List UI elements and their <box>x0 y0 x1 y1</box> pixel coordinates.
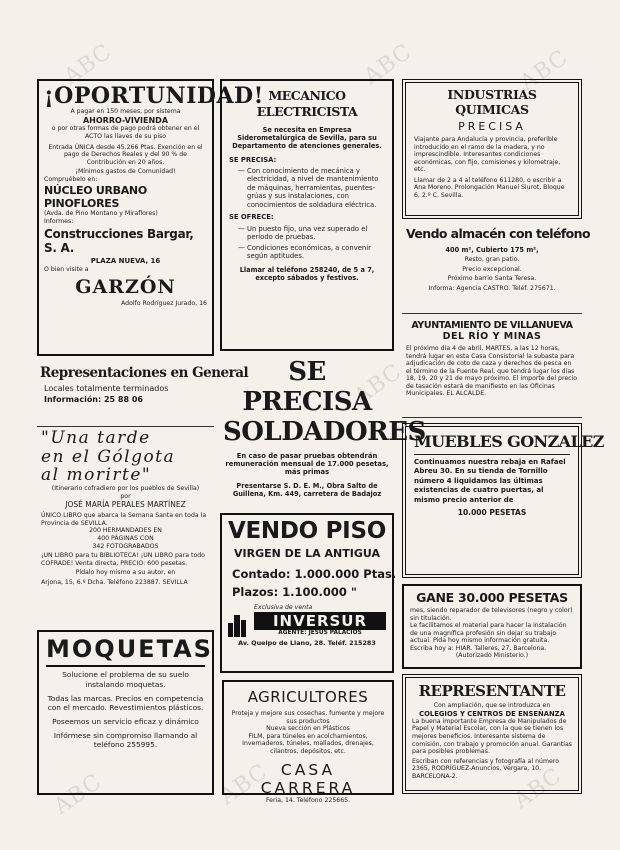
gane-title: GANE 30.000 PESETAS <box>416 590 568 605</box>
moquetas-p3: Poseemos un servicio eficaz y dinámico <box>52 716 199 726</box>
tarde-p1: ÚNICO LIBRO que abarca la Semana Santa en toda la Provincia de SEVILLA. <box>41 512 207 527</box>
oportunidad-p1: o por otras formas de pago podrá obtener en el ACTO las llaves de su piso <box>51 125 200 140</box>
building-icon <box>228 613 250 637</box>
piso-sub: VIRGEN DE LA ANTIGUA <box>234 547 380 561</box>
oportunidad-builder: Construcciones Bargar, S. A. <box>44 227 194 256</box>
garzon-logo: GARZÓN <box>75 275 176 298</box>
representante-p3: La buena importante Empresa de Manipulados de Papel y Material Escolar, con la que se tienen los mejores beneficios. Interesante sistema de comisión, con trabajo y promoción anual. Garantías para posibles problemas. <box>412 717 572 756</box>
piso-exclusiva: Exclusiva de venta <box>254 604 313 612</box>
watermark: ABC <box>49 769 107 820</box>
ayuntamiento-p1: El próximo día 4 de abril, MARTES, a las 12 horas, tendrá lugar en esta Casa Consistorial la subasta para adjudicación de coto de caza y derechos de pesca en el término de la Fuente Real, que tendrá lugar los días 18, 19, 20 y 21 de mayo próximo. El importe del precio de tasación estará de manifiesto en las Oficinas Municipales. EL ALCALDE. <box>406 345 578 398</box>
piso-agente: AGENTE: JESÚS PALACIOS <box>278 629 362 636</box>
muebles-p1: Continuamos nuestra rebaja en Rafael Abreu 30. En su tienda de Tornillo número 4 liquidamos las últimas existencias de cuatro puertas, al mismo precio anterior de <box>414 458 566 504</box>
oportunidad-garzon-addr: Adolfo Rodríguez Jurado, 16 <box>121 299 207 307</box>
oportunidad-title: ¡OPORTUNIDAD! <box>44 83 264 109</box>
quimicas-p2: Llamar de 2 a 4 al teléfono 611280, o escribir a Ana Moreno. Prolongación Manuel Siurot, Bloque 6, 2.º C. Sevilla. <box>414 176 565 199</box>
tarde-ad <box>37 426 214 624</box>
almacen-l4: Próximo barrio Santa Teresa. <box>447 275 537 283</box>
watermark: ABC <box>359 39 417 90</box>
representante-p2: COLEGIOS Y CENTROS DE ENSEÑANZA <box>419 709 565 718</box>
oportunidad-plaza: PLAZA NUEVA, 16 <box>90 257 161 266</box>
oportunidad-o-bien: O bien visite a <box>44 266 89 273</box>
tarde-s1: 200 HERMANDADES EN <box>89 527 162 535</box>
agricultores-addr: Feria, 14. Teléfono 225665. <box>265 797 351 805</box>
moquetas-title: MOQUETAS <box>46 635 213 663</box>
tarde-title-2: en el Gólgota <box>41 446 176 467</box>
oportunidad-p3: ¡Mínimos gastos de Comunidad! <box>75 168 176 176</box>
watermark: ABC <box>515 45 573 96</box>
piso-title: VENDO PISO <box>228 518 386 544</box>
gane-p2: Le facilitamos el material para hacer la instalación de una magnífica profesión sin dejar su trabajo actual. Pida hoy mismo información gratuita. <box>410 622 567 645</box>
soldadores-p2: Presentarse S. D. E. M., Obra Salto de Guillena, Km. 449, carretera de Badajoz <box>232 481 382 498</box>
soldadores-ad <box>220 356 426 508</box>
gane-p1: mes, siendo reparador de televisores (negro y color) sin titulación. <box>410 607 573 622</box>
piso-plazos: Plazos: 1.100.000 " <box>232 585 357 600</box>
representante-title: REPRESENTANTE <box>418 682 566 700</box>
oportunidad-informes: Informes: <box>44 217 74 225</box>
muebles-ad <box>402 423 604 578</box>
quimicas-ad <box>402 79 582 219</box>
tarde-author: JOSÉ MARÍA PERALES MARTÍNEZ <box>65 500 186 510</box>
piso-contado: Contado: 1.000.000 Ptas. <box>232 567 397 582</box>
mecanico-req-1: — Con conocimiento de mecánica y electricidad, a nivel de mantenimiento de máquinas, herramientas, puentes-grúas y sus instalaciones, con conocimientos de soldadura eléctrica. <box>238 166 379 209</box>
piso-addr: Av. Queipo de Llano, 28. Teléf. 215283 <box>238 638 376 647</box>
representante-ad <box>402 674 582 794</box>
almacen-l1: 400 m², Cubierto 175 m², <box>445 246 539 254</box>
moquetas-p2: Todas las marcas. Precios en competencia con el mercado. Revestimientos plásticos. <box>47 693 204 713</box>
representaciones-line1: Locales totalmente terminados <box>44 384 169 393</box>
almacen-l3: Precio excepcional. <box>462 265 522 273</box>
watermark: ABC <box>215 759 273 810</box>
muebles-title: MUEBLES GONZALEZ <box>414 432 604 451</box>
watermark: ABC <box>349 359 407 410</box>
tarde-p3: Pídalo hoy mismo a su autor, en <box>75 569 176 577</box>
almacen-title: Vendo almacén con teléfono <box>406 226 590 241</box>
agricultores-ad <box>222 680 394 805</box>
mecanico-title: MECANICO ELECTRICISTA <box>256 88 358 120</box>
mecanico-ad <box>220 79 394 351</box>
oportunidad-system: AHORRO-VIVIENDA <box>82 115 169 125</box>
oportunidad-p2: Entrada ÚNICA desde 45.266 Ptas. Exención en el pago de Derechos Reales y del 90 % de Contribución en 20 años. <box>48 143 203 166</box>
quimicas-title: INDUSTRIAS QUIMICAS <box>447 87 537 117</box>
tarde-addr: Arjona, 15, 6.º Dcha. Teléfono 223887. SEVILLA <box>41 578 188 586</box>
piso-ad <box>220 513 397 673</box>
oportunidad-address: (Avda. de Pino Montano y Miraflores) <box>44 210 158 218</box>
representante-p4: Escriban con referencias y fotografía al número 2365, RODRÍGUEZ-Anuncios, Vergara, 10. BARCELONA-2. <box>412 757 559 780</box>
moquetas-p4: Infórmese sin compromiso llamando al teléfono 255995. <box>53 730 198 750</box>
tarde-sub: (Itinerario cofradiero por los pueblos de Sevilla) <box>51 485 200 493</box>
watermark: ABC <box>509 763 567 814</box>
almacen-l5: Informa: Agencia CASTRO. Teléf. 275671. <box>428 284 556 292</box>
casa-carrera-logo: CASA CARRERA <box>260 761 356 798</box>
almacen-ad <box>402 224 590 314</box>
quimicas-p1: Viajante para Andalucía y provincia, preferible introducido en el ramo de la madera, y no imprescindible. Interesantes condiciones económicas, con fijo, comisiones y kilometraje, etc. <box>414 136 561 174</box>
mecanico-se-precisa: SE PRECISA: <box>229 155 277 164</box>
gane-ad <box>402 584 582 669</box>
agricultores-p2: Nueva sección en Plásticos <box>266 725 350 733</box>
inversur-logo: INVERSUR <box>254 612 386 630</box>
moquetas-p1: Solucione el problema de su suelo instalando moquetas. <box>62 670 189 690</box>
agricultores-title: AGRICULTORES <box>247 688 369 706</box>
soldadores-p1: En caso de pasar pruebas obtendrán remuneración mensual de 17.000 pesetas, más primas <box>225 451 389 477</box>
oportunidad-intro: A pagar en 150 meses, por sistema <box>70 108 181 116</box>
tarde-title-1: "Una tarde <box>41 428 151 448</box>
oportunidad-p4: Compruébelo en: <box>44 175 98 183</box>
representaciones-ad <box>37 363 249 421</box>
soldadores-title-1: SE PRECISA <box>242 357 372 417</box>
almacen-l2: Resto, gran patio. <box>464 256 520 264</box>
representante-p1: Con ampliación, que se introduzca en <box>433 702 551 709</box>
tarde-por: por <box>120 492 131 500</box>
gane-p4: (Autorizado Ministerio.) <box>455 652 529 660</box>
muebles-price: 10.000 PESETAS <box>457 508 527 518</box>
tarde-s3: 342 FOTOGRABADOS <box>92 542 159 550</box>
tarde-p2: ¡UN LIBRO para tu BIBLIOTECA! ¡UN LIBRO para todo COFRADE! Venta directa, PRECIO: 600 pesetas. <box>41 552 205 567</box>
agricultores-p1: Proteja y mejore sus cosechas, fumente y mejore sus productos <box>231 710 385 725</box>
mecanico-off-2: — Condiciones económicas, a convenir según aptitudes. <box>238 243 371 261</box>
gane-p3: Escriba hoy a: HIAR. Talleres, 27, Barcelona. <box>410 644 547 652</box>
quimicas-sub: PRECISA <box>458 120 526 133</box>
moquetas-ad <box>37 630 214 795</box>
watermark: ABC <box>59 39 117 90</box>
tarde-title-3: al morirte" <box>41 465 152 486</box>
mecanico-off-1: — Un puesto fijo, una vez superado el período de pruebas. <box>238 224 368 242</box>
representaciones-title: Representaciones en General <box>40 365 249 381</box>
mecanico-se-ofrece: SE OFRECE: <box>229 213 274 222</box>
ayuntamiento-ad <box>402 318 582 418</box>
representaciones-line2: Información: 25 88 06 <box>44 395 143 404</box>
agricultores-p3: FILM, para túneles en acolchamientos, Invernaderos, túneles, mallados, drenajes, cilantros, depósitos, etc. <box>242 732 374 755</box>
soldadores-title-2: SOLDADORES <box>223 416 426 447</box>
mecanico-contact: Llamar al teléfono 258240, de 5 a 7, excepto sábados y festivos. <box>239 265 375 282</box>
oportunidad-name: NÚCLEO URBANO PINOFLORES <box>44 184 147 211</box>
ayuntamiento-title-1: AYUNTAMIENTO DE VILLANUEVA <box>411 320 573 331</box>
mecanico-intro: Se necesita en Empresa Siderometalúrgica de Sevilla, para su Departamento de atenciones generales. <box>232 125 382 150</box>
ayuntamiento-title-2: DEL RÍO Y MINAS <box>442 331 542 342</box>
tarde-s2: 400 PÁGINAS CON <box>97 535 154 543</box>
